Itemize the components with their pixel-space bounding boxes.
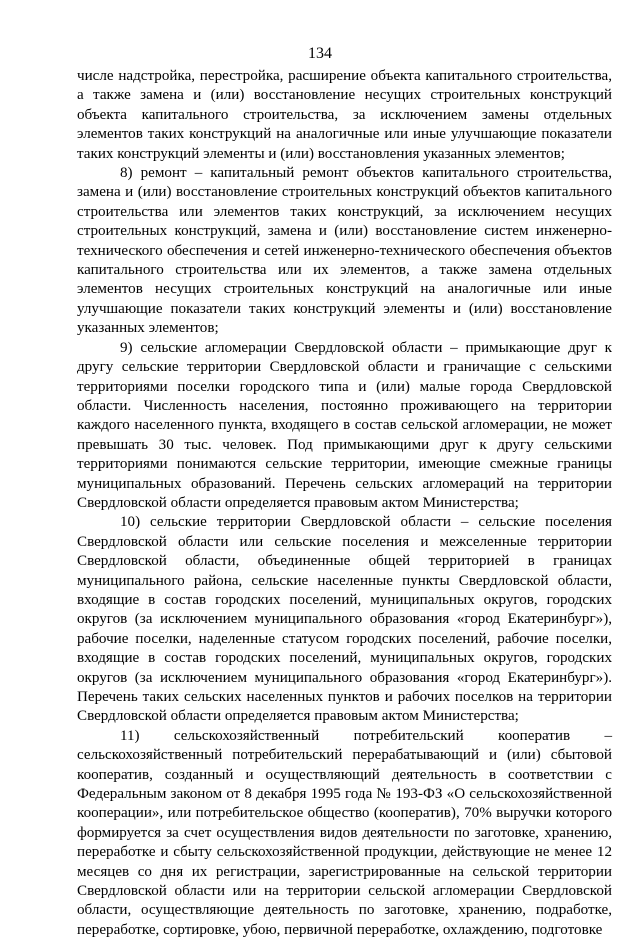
paragraph-item-10: 10) сельские территории Свердловской области – сельские поселения Свердловской области или сельские поселения и межселенные территории Свердловской области, объединенные общей территорией в границах муниципального района, сельские населенные пункты Свердловской области, входящие в состав городских поселений, муниципальных округов, городских округов (за исключением муниципального образования «город Екатеринбург»), рабочие поселки, наделенные статусом городских поселений, рабочие поселки, входящие в состав городских поселений, муниципальных округов, городских округов (за исключением муниципального образования «город Екатеринбург»). Перечень таких сельских населенных пунктов и рабочих поселков на территории Свердловской области определяется правовым актом Министерства; (77, 514, 612, 725)
paragraph-item-11: 11) сельскохозяйственный потребительский кооператив – сельскохозяйственный потребительский перерабатывающий и (или) сбытовой кооператив, созданный и осуществляющий деятельность в соответствии с Федеральным законом от 8 декабря 1995 года № 193-ФЗ «О сельскохозяйственной кооперации», или потребительское общество (кооператив), 70% выручки которого формируется за счет осуществления видов деятельности по заготовке, хранению, переработке и сбыту сельскохозяйственной продукции, действующие не менее 12 месяцев со дня их регистрации, зарегистрированные на сельской территории Свердловской области или на территории сельской агломерации Свердловской области, осуществляющие деятельность по заготовке, хранению, подработке, переработке, сортировке, убою, первичной переработке, охлаждению, подготовке (77, 727, 612, 938)
paragraph-continuation: числе надстройка, перестройка, расширение объекта капитального строительства, а также замена и (или) восстановление несущих строительных конструкций объекта капитального строительства, за исключением замены отдельных элементов таких конструкций на аналогичные или иные улучшающие показатели таких конструкций элементы и (или) восстановления указанных элементов; (77, 68, 612, 162)
paragraph-item-8: 8) ремонт – капитальный ремонт объектов капитального строительства, замена и (или) восстановление строительных конструкций объектов капитального строительства или элементов таких конструкций, за исключением несущих строительных конструкций, замена и (или) восстановление систем инженерно-технического обеспечения и сетей инженерно-технического обеспечения объектов капитального строительства или их элементов, а также замена отдельных элементов несущих строительных конструкций на аналогичные или иные улучшающие показатели таких конструкций элементы и (или) восстановление указанных элементов; (77, 165, 612, 337)
document-body (77, 67, 612, 940)
paragraph-item-9: 9) сельские агломерации Свердловской области – примыкающие друг к другу сельские территории Свердловской области и граничащие с сельскими территориями поселки городского типа и (или) малые города Свердловской области. Численность населения, постоянно проживающего на территории каждого населенного пункта, входящего в состав сельской агломерации, не может превышать 30 тыс. человек. Под примыкающими друг к другу сельскими территориями понимаются сельские территории, имеющие смежные границы муниципальных образований. Перечень сельских агломераций на территории Свердловской области определяется правовым актом Министерства; (77, 339, 612, 511)
page-number: 134 (308, 45, 332, 62)
